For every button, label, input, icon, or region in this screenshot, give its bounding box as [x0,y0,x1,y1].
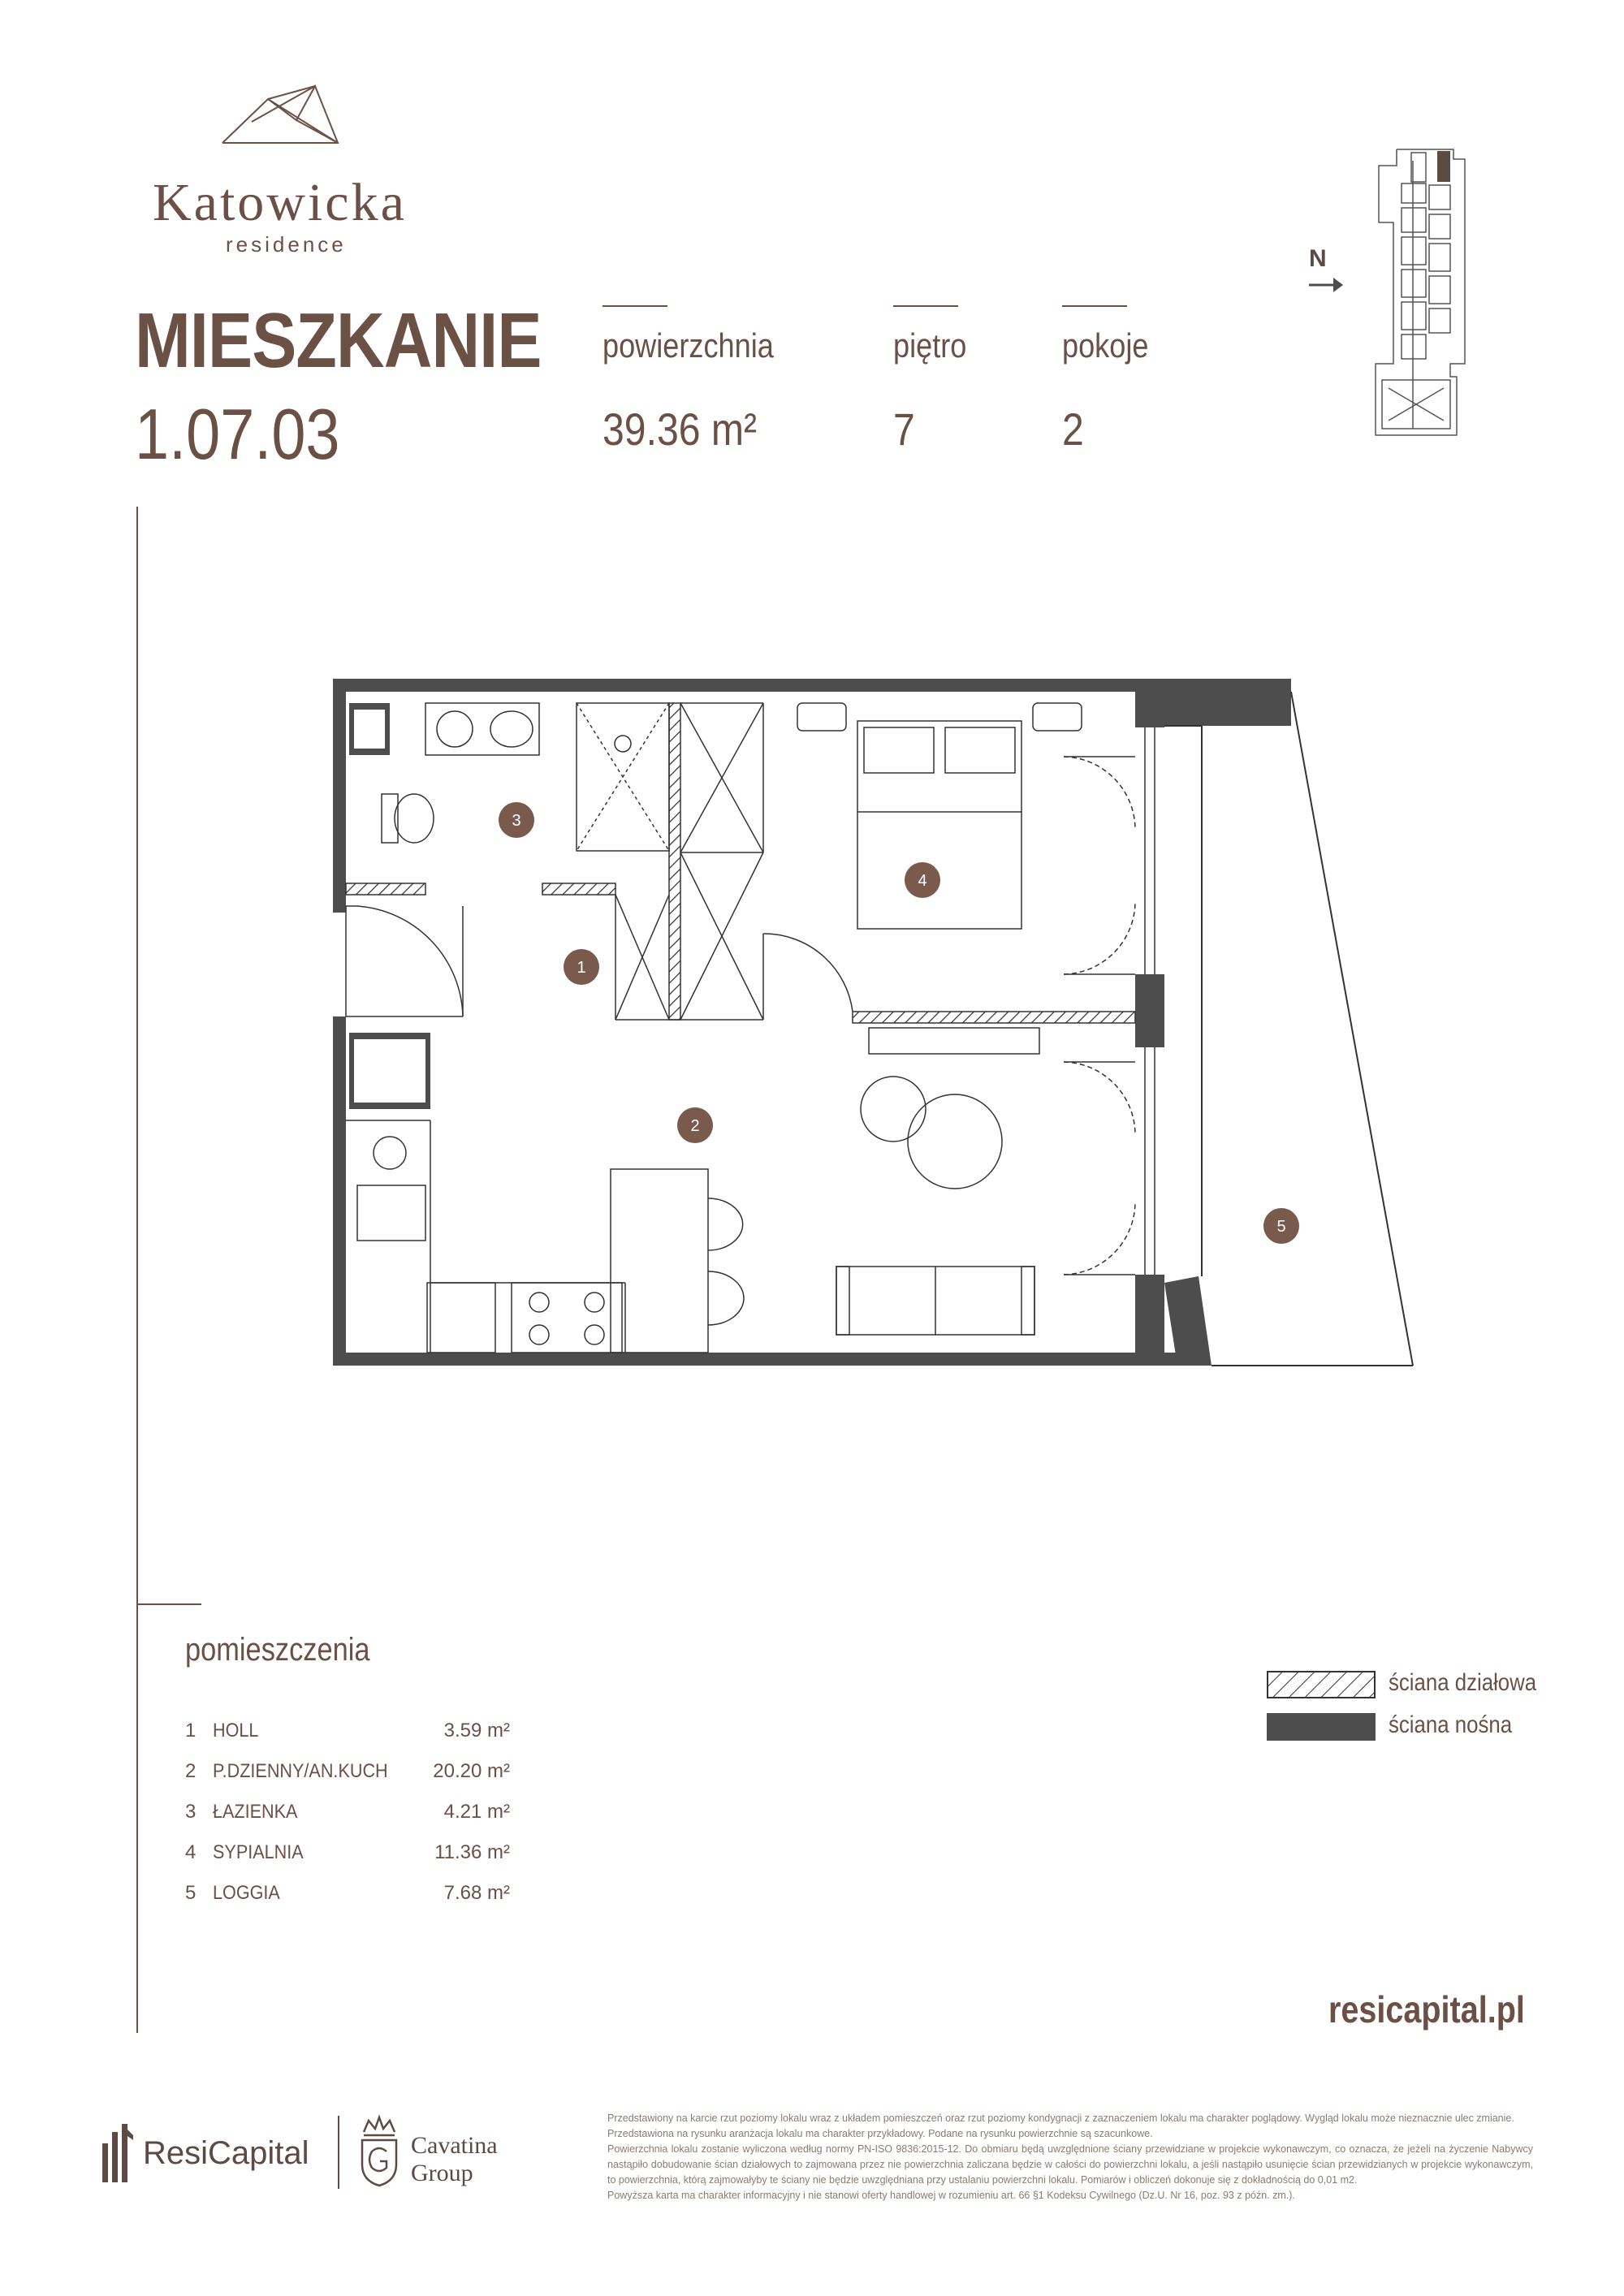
logo-subtitle: residence [226,232,347,257]
logo-mountain-icon [219,81,341,146]
room-name: SYPIALNIA [213,1841,304,1863]
room-marker-4: 4 [918,872,927,890]
stat-value-floor: 7 [893,404,915,455]
stat-divider [603,305,667,307]
room-name: ŁAZIENKA [213,1801,298,1823]
room-row [185,1882,510,1910]
room-row [185,1841,510,1869]
room-marker-5: 5 [1276,1218,1286,1236]
room-area: 3.59 m² [443,1720,510,1741]
disclaimer-paragraph: Powierzchnia lokalu zostanie wyliczona według normy PN-ISO 9836:2015-12. Do obmiaru będą uwzględnione ściany przewidziane w projekcie wykonawczym, co oznacza, że jeżeli na życzenie Nabywcy nastąpiło dobudowanie ścian działowych to zajmowana przez nie powierzchnia zaliczana będzie w całości do powierzchni lokalu, a jeśli nastąpiło usunięcie ścian przewidzianych w projekcie wykonawczym, to powierzchnia, którą zajmowałyby te ściany nie będzie uwzględniana przy ustalaniu powierzchni lokalu. Pomiarów i obliczeń dokonuje się z dokładnością do 0,01 m2. [607,2143,1533,2186]
room-name: LOGGIA [213,1882,280,1904]
room-name: HOLL [213,1720,259,1741]
page-title: MIESZKANIE [135,297,542,384]
room-marker-1: 1 [577,959,586,977]
room-row [185,1801,510,1828]
logo-title: Katowicka [153,173,407,232]
apartment-number: 1.07.03 [135,394,340,474]
floor-plan [309,666,1429,1396]
load-bearing-wall-swatch [1267,1713,1376,1741]
stat-value-area: 39.36 m² [603,404,758,455]
resicapital-brand: ResiCapital [143,2135,309,2171]
brand-divider [338,2116,339,2189]
section-divider [136,1603,201,1605]
room-row [185,1760,510,1788]
disclaimer-paragraph: Powyższa karta ma charakter informacyjny i nie stanowi oferty handlowej w rozumieniu art. 66 §1 Kodeksu Cywilnego (Dz.U. Nr 16, poz. 93 z późn. zm.). [607,2190,1295,2201]
stat-label-floor: piętro [893,326,967,365]
legend-load-bearing-wall: ściana nośna [1389,1711,1513,1738]
partition-wall-swatch [1267,1671,1376,1698]
room-number: 1 [185,1720,197,1741]
room-number: 2 [185,1760,197,1782]
stat-label-rooms: pokoje [1062,326,1149,365]
room-area: 4.21 m² [443,1801,510,1823]
stat-label-area: powierzchnia [603,326,774,365]
room-marker-2: 2 [690,1117,700,1135]
disclaimer-paragraph: Przedstawiony na karcie rzut poziomy lokalu wraz z układem pomieszczeń oraz rzut poziomy kondygnacji z zaznaczeniem lokalu ma charakter poglądowy. Wygląd lokalu może nieznacznie ulec zmianie. [607,2113,1514,2124]
resicapital-logo-icon [101,2121,138,2186]
website-link[interactable]: resicapital.pl [1328,1988,1525,2031]
room-number: 4 [185,1841,197,1863]
cavatina-brand-line2: Group [411,2160,473,2186]
room-name: P.DZIENNY/AN.KUCH [213,1760,388,1782]
disclaimer-paragraph: Przedstawiona na rysunku aranżacja lokalu ma charakter przykładowy. Podane na rysunku powierzchnie są szacunkowe. [607,2128,1153,2139]
legal-disclaimer [607,2111,1533,2203]
cavatina-crest-icon [357,2114,401,2187]
room-area: 11.36 m² [434,1841,510,1863]
room-number: 3 [185,1801,197,1823]
stat-divider [1062,305,1127,307]
page-divider-line [136,507,138,2033]
cavatina-brand-line1: Cavatina [411,2132,498,2159]
rooms-title: pomieszczenia [185,1632,370,1668]
room-area: 20.20 m² [433,1760,510,1782]
room-area: 7.68 m² [443,1882,510,1904]
stat-value-rooms: 2 [1062,404,1084,455]
room-number: 5 [185,1882,197,1904]
room-row [185,1720,510,1747]
compass-label: N [1309,245,1327,272]
room-marker-3: 3 [512,812,521,830]
north-arrow-icon [1307,273,1345,297]
legend-partition-wall: ściana działowa [1389,1669,1537,1696]
building-key-plan [1364,145,1478,440]
stat-divider [893,305,958,307]
